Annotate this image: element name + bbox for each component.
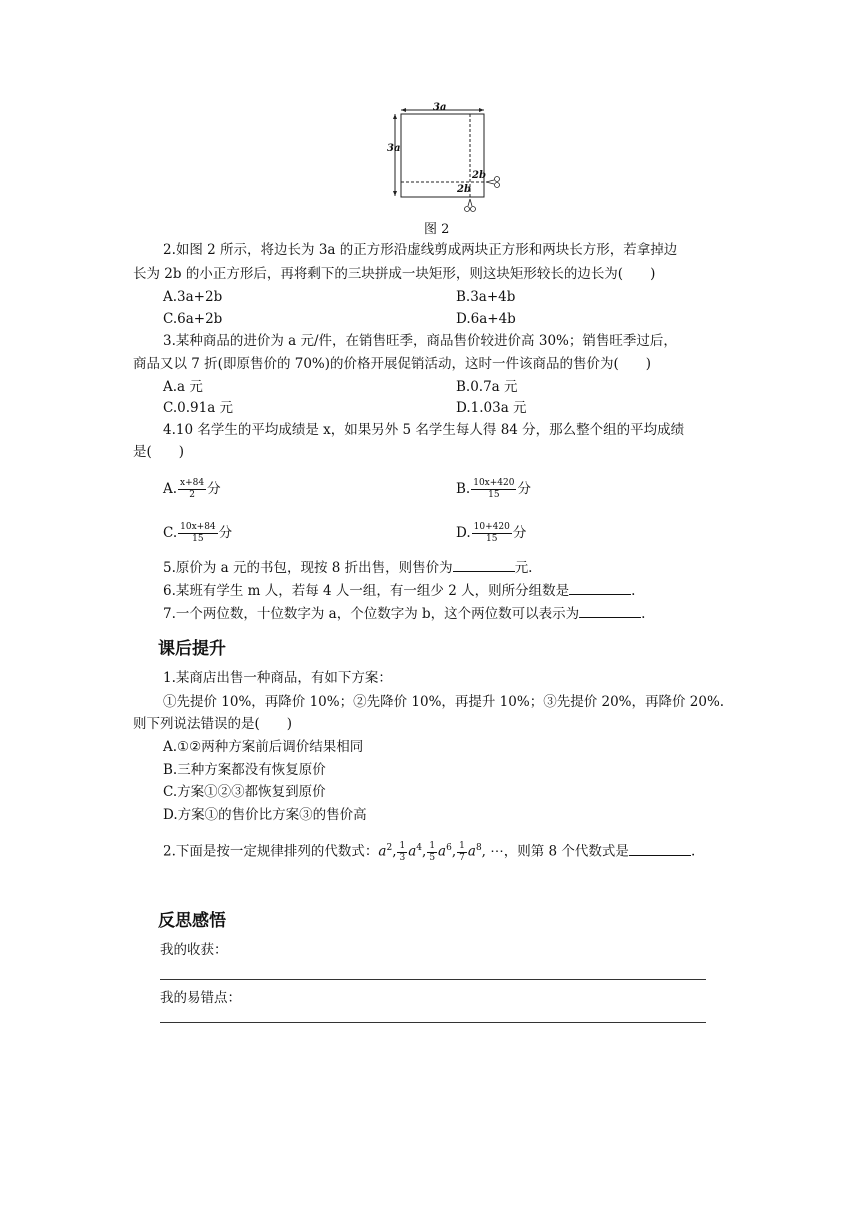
q7-text: 7.一个两位数，十位数字为 a，个位数字为 b，这个两位数可以表示为 . [163, 603, 645, 624]
q3-option-d: D.1.03a 元 [456, 400, 527, 416]
fraction: $\frac{1}{5}$ [429, 840, 436, 863]
q2-option-b: B.3a+4b [456, 289, 516, 305]
fraction: $\frac{10+420}{15}$ [473, 522, 510, 544]
s2-q1-option-a: A.①②两种方案前后调价结果相同 [163, 739, 364, 755]
answer-blank[interactable] [569, 580, 631, 595]
q3-line2: 商品又以 7 折(即原售价的 70%)的价格开展促销活动，这时一件该商品的售价为( ) [133, 356, 652, 372]
q3-option-c: C.0.91a 元 [163, 400, 234, 416]
q4-option-a: A. $\frac{x+84}{2}$ 分 [163, 478, 221, 500]
s2-q2-text: 2.下面是按一定规律排列的代数式：$a^2$, $\frac{1}{3}$ $a^4$, $\frac{1}{5}$ $a^6$, $\frac{1}{7}$ $a^8$, ⋯，则第 8 个代数式是 . [163, 840, 696, 863]
s2-q1-line3: 则下列说法错误的是( ) [133, 716, 293, 732]
fraction: $\frac{1}{7}$ [459, 840, 465, 863]
mistake-write-line[interactable] [160, 1022, 706, 1023]
q2-line2: 长为 2b 的小正方形后，再将剩下的三块拼成一块矩形，则这块矩形较长的边长为( ) [133, 266, 656, 282]
q3-option-b: B.0.7a 元 [456, 379, 518, 395]
section-title-reflection: 反思感悟 [158, 911, 226, 931]
answer-blank[interactable] [629, 841, 691, 856]
q2-option-d: D.6a+4b [456, 311, 516, 327]
answer-blank[interactable] [453, 557, 515, 572]
figure-caption: 图 2 [424, 222, 450, 237]
figure-right-label: 2b [472, 170, 486, 181]
mistake-label: 我的易错点： [160, 990, 241, 1006]
q6-text: 6.某班有学生 m 人，若每 4 人一组，有一组少 2 人，则所分组数是 . [163, 580, 635, 601]
s2-q1-option-c: C.方案①②③都恢复到原价 [163, 784, 326, 800]
section-title-improvement: 课后提升 [158, 639, 226, 659]
q4-line1: 4.10 名学生的平均成绩是 x，如果另外 5 名学生每人得 84 分，那么整个组的平均成绩 [163, 422, 685, 438]
fraction: $\frac{x+84}{2}$ [180, 478, 205, 500]
q3-line1: 3.某种商品的进价为 a 元/件，在销售旺季，商品售价较进价高 30%；销售旺季过后， [163, 333, 677, 349]
q4-option-c: C. $\frac{10x+84}{15}$ 分 [163, 522, 233, 544]
scissors-icon [465, 199, 476, 212]
figure-left-label: 3a [387, 143, 401, 154]
q4-option-b: B. $\frac{10x+420}{15}$ 分 [456, 478, 531, 500]
figure-top-label: 3a [433, 102, 447, 113]
q2-option-a: A.3a+2b [163, 289, 223, 305]
fraction: $\frac{10x+84}{15}$ [180, 522, 216, 544]
gain-write-line[interactable] [160, 979, 706, 980]
fraction: $\frac{10x+420}{15}$ [473, 478, 515, 500]
q3-option-a: A.a 元 [163, 379, 203, 395]
q2-line1: 2.如图 2 所示，将边长为 3a 的正方形沿虚线剪成两块正方形和两块长方形，若拿掉边 [163, 242, 678, 258]
q2-option-c: C.6a+2b [163, 311, 223, 327]
q4-option-d: D. $\frac{10+420}{15}$ 分 [456, 522, 527, 544]
s2-q1-option-d: D.方案①的售价比方案③的售价高 [163, 807, 367, 823]
s2-q1-line2: ①先提价 10%，再降价 10%；②先降价 10%，再提升 10%；③先提价 20%，再降价 20%. [163, 694, 725, 710]
s2-q1-option-b: B.三种方案都没有恢复原价 [163, 762, 326, 778]
figure-bottom-label: 2b [457, 184, 471, 195]
gain-label: 我的收获： [160, 942, 228, 958]
s2-q1-line1: 1.某商店出售一种商品，有如下方案： [163, 670, 392, 686]
answer-blank[interactable] [579, 603, 641, 618]
q5-text: 5.原价为 a 元的书包，现按 8 折出售，则售价为 元. [163, 557, 532, 578]
figure-square-diagram [384, 100, 514, 212]
scissors-icon [486, 177, 500, 188]
q4-line2: 是( ) [133, 444, 185, 460]
fraction: $\frac{1}{3}$ [399, 840, 406, 863]
